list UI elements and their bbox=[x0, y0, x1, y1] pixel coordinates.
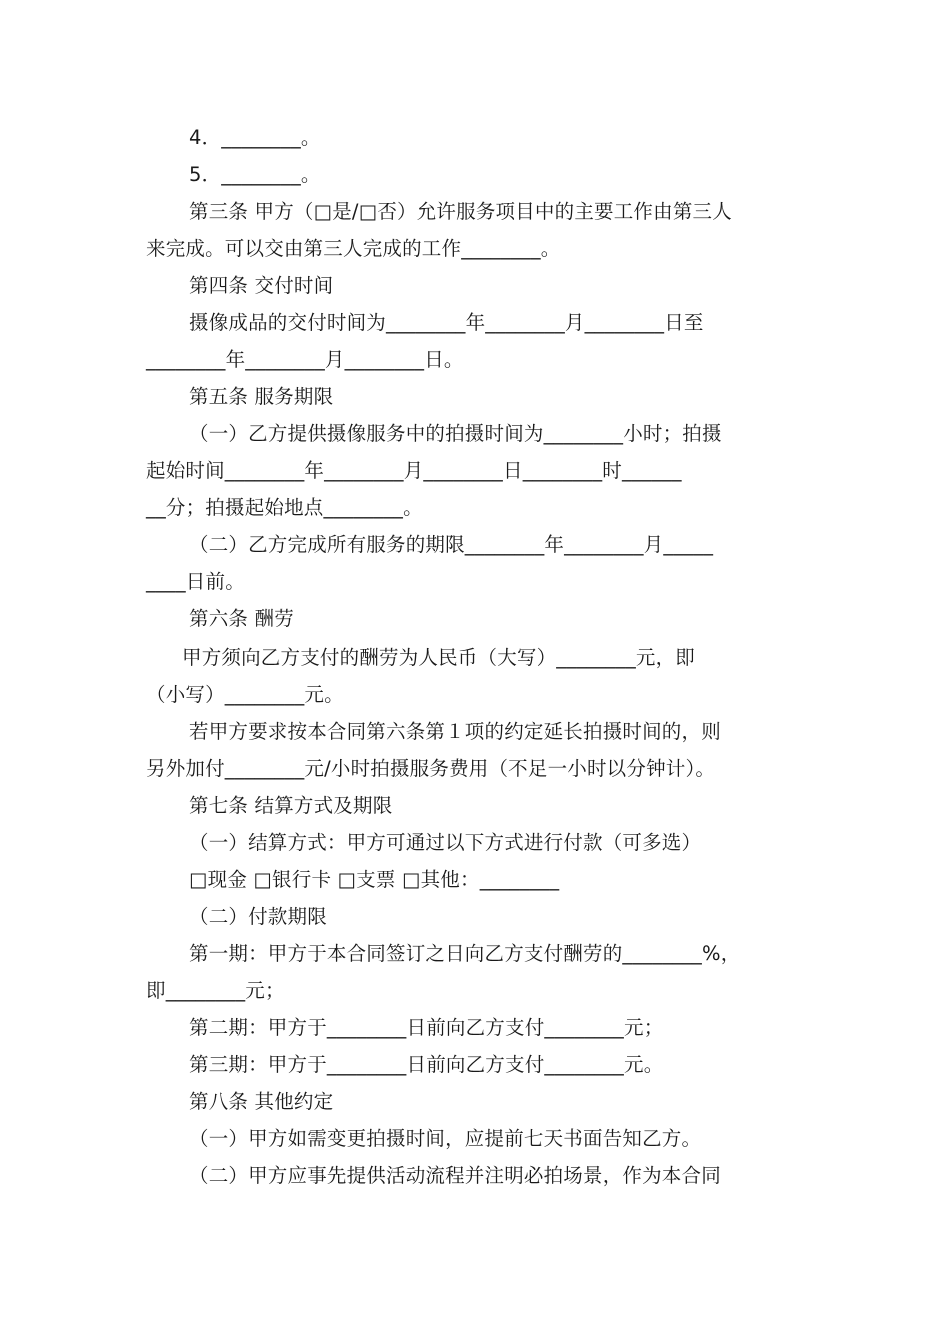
payment-deadline-heading: （二）付款期限 bbox=[189, 905, 327, 928]
other-terms-item-1: （一）甲方如需变更拍摄时间，应提前七天书面告知乙方。 bbox=[189, 1127, 702, 1150]
service-period-item-2-end: ____日前。 bbox=[146, 570, 245, 593]
payment-phase-3: 第三期：甲方于________日前向乙方支付________元。 bbox=[189, 1053, 664, 1076]
settlement-method-text: （一）结算方式：甲方可通过以下方式进行付款（可多选） bbox=[189, 831, 702, 854]
article-5-heading: 第五条 服务期限 bbox=[189, 385, 334, 408]
remuneration-text: 甲方须向乙方支付的酬劳为人民币（大写）________元，即 bbox=[182, 646, 696, 669]
delivery-time-text: 摄像成品的交付时间为________年________月________日至 bbox=[189, 311, 704, 334]
article-3-text: 第三条 甲方（□是/□否）允许服务项目中的主要工作由第三人 bbox=[189, 200, 732, 223]
clause-item-4: 4．________。 bbox=[189, 126, 321, 149]
other-terms-item-2: （二）甲方应事先提供活动流程并注明必拍场景，作为本合同 bbox=[189, 1164, 721, 1187]
payment-phase-2: 第二期：甲方于________日前向乙方支付________元； bbox=[189, 1016, 664, 1039]
service-period-item-2: （二）乙方完成所有服务的期限________年________月_____ bbox=[189, 533, 714, 556]
delivery-time-text-continued: ________年________月________日。 bbox=[146, 348, 464, 371]
payment-phase-1: 第一期：甲方于本合同签订之日向乙方支付酬劳的________%， bbox=[189, 942, 741, 965]
service-period-item-1: （一）乙方提供摄像服务中的拍摄时间为________小时；拍摄 bbox=[189, 422, 722, 445]
payment-phase-1-continued: 即________元； bbox=[146, 979, 285, 1002]
article-4-heading: 第四条 交付时间 bbox=[189, 274, 334, 297]
service-period-item-1-end: __分；拍摄起始地点________。 bbox=[146, 496, 423, 519]
article-7-heading: 第七条 结算方式及期限 bbox=[189, 794, 393, 817]
service-period-item-1-continued: 起始时间________年________月________日________时______ bbox=[146, 459, 682, 482]
clause-item-5: 5．________。 bbox=[189, 163, 321, 186]
extension-fee-text-continued: 另外加付________元/小时拍摄服务费用（不足一小时以分钟计）。 bbox=[146, 757, 716, 780]
remuneration-text-continued: （小写）________元。 bbox=[146, 683, 344, 706]
extension-fee-text: 若甲方要求按本合同第六条第１项的约定延长拍摄时间的，则 bbox=[189, 720, 721, 743]
article-3-text-continued: 来完成。可以交由第三人完成的工作________。 bbox=[146, 237, 561, 260]
payment-options: □现金 □银行卡 □支票 □其他：________ bbox=[189, 868, 560, 891]
article-6-heading: 第六条 酬劳 bbox=[189, 607, 294, 630]
article-8-heading: 第八条 其他约定 bbox=[189, 1090, 334, 1113]
